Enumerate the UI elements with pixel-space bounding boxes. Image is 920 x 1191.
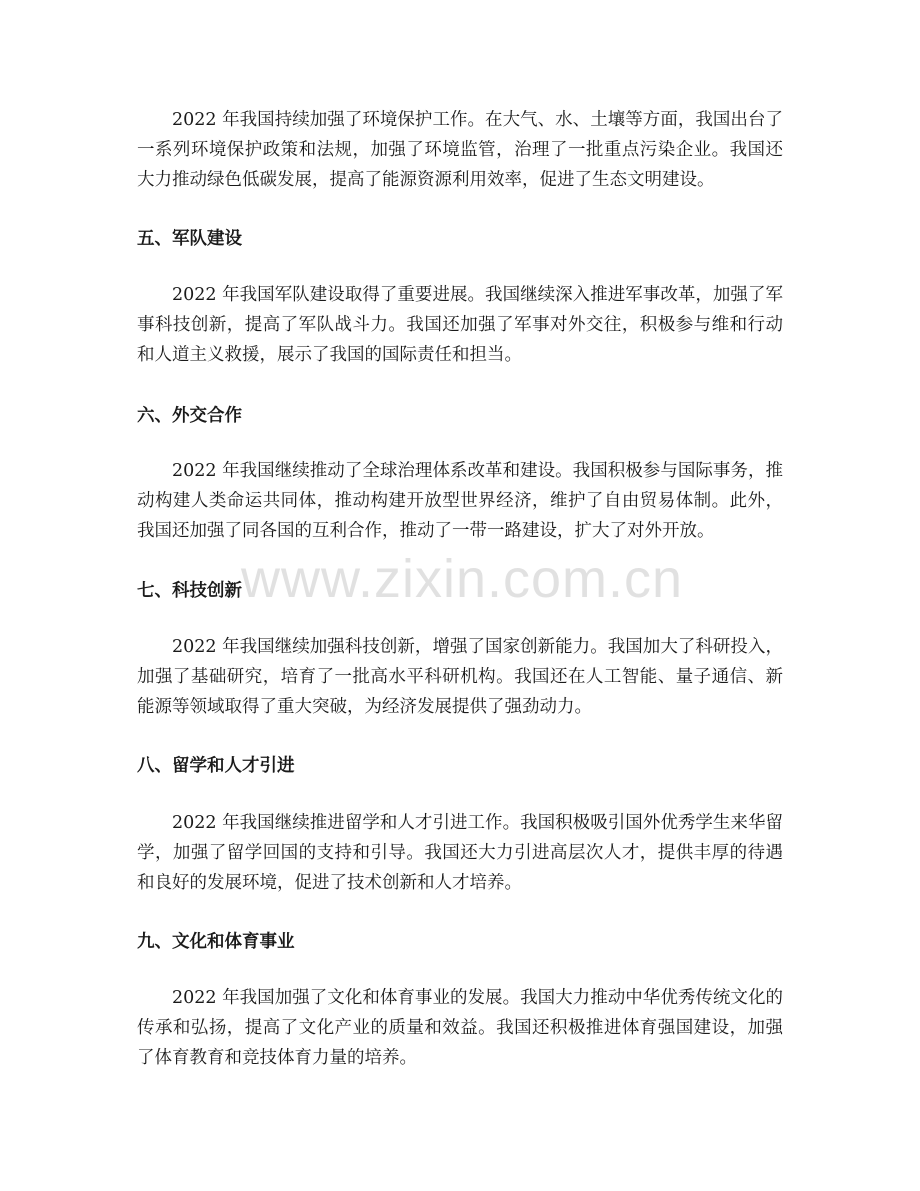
paragraph-technology: 2022 年我国继续加强科技创新，增强了国家创新能力。我国加大了科研投入，加强了基础研究，培育了一批高水平科研机构。我国还在人工智能、量子通信、新能源等领域取得了重大突破，为经济发展提供了强劲动力。 xyxy=(137,637,783,717)
paragraph-diplomacy: 2022 年我国继续推动了全球治理体系改革和建设。我国积极参与国际事务，推动构建人类命运共同体，推动构建开放型世界经济，维护了自由贸易体制。此外，我国还加强了同各国的互利合作，推动了一带一路建设，扩大了对外开放。 xyxy=(137,461,783,541)
section-heading-talent: 八、留学和人才引进 xyxy=(137,756,295,776)
paragraph-culture-sports: 2022 年我国加强了文化和体育事业的发展。我国大力推动中华优秀传统文化的传承和弘扬，提高了文化产业的质量和效益。我国还积极推进体育强国建设，加强了体育教育和竞技体育力量的培养。 xyxy=(137,988,783,1068)
watermark: www.zixin.com.cn xyxy=(240,549,684,609)
section-heading-culture-sports: 九、文化和体育事业 xyxy=(137,932,295,952)
paragraph-talent: 2022 年我国继续推进留学和人才引进工作。我国积极吸引国外优秀学生来华留学，加强了留学回国的支持和引导。我国还大力引进高层次人才，提供丰厚的待遇和良好的发展环境，促进了技术创新和人才培养。 xyxy=(137,813,783,893)
section-heading-military: 五、军队建设 xyxy=(137,229,242,249)
paragraph-military: 2022 年我国军队建设取得了重要进展。我国继续深入推进军事改革，加强了军事科技创新，提高了军队战斗力。我国还加强了军事对外交往，积极参与维和行动和人道主义救援，展示了我国的国际责任和担当。 xyxy=(137,285,783,365)
section-heading-technology: 七、科技创新 xyxy=(137,581,242,601)
section-heading-diplomacy: 六、外交合作 xyxy=(137,406,242,426)
paragraph-environment: 2022 年我国持续加强了环境保护工作。在大气、水、土壤等方面，我国出台了一系列环境保护政策和法规，加强了环境监管，治理了一批重点污染企业。我国还大力推动绿色低碳发展，提高了能源资源利用效率，促进了生态文明建设。 xyxy=(137,110,783,190)
